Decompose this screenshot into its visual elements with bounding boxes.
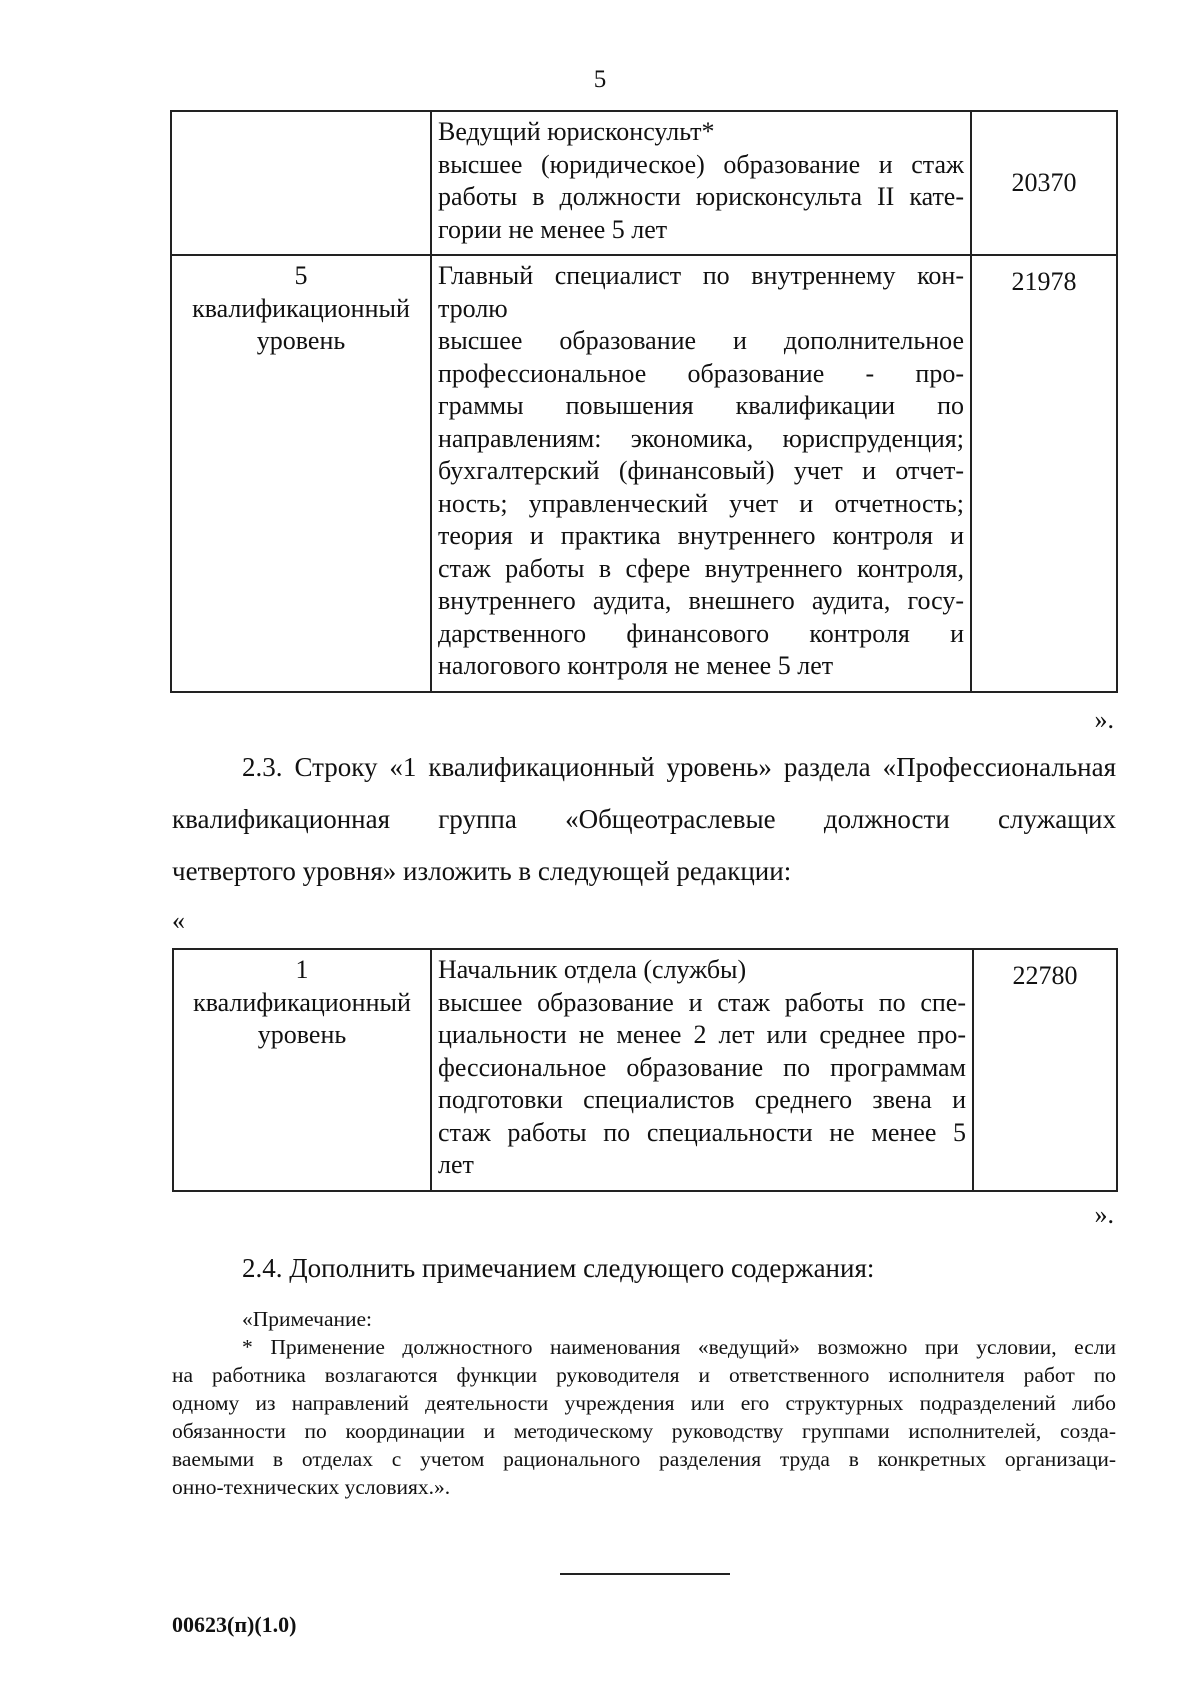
description-line: высшее образование и дополнительное: [438, 326, 964, 355]
level-label: квалификационный: [192, 293, 410, 323]
description-line: фессиональное образование по программам: [438, 1052, 966, 1082]
note-line: ваемыми в отделах с учетом рационального разделения труда в конкретных организаци-: [172, 1447, 1116, 1471]
opening-quote: «: [172, 906, 185, 935]
paragraph-2-3: [172, 752, 1116, 886]
salary-cell: [971, 111, 1117, 255]
description-line: Главный специалист по внутреннему кон-: [438, 261, 964, 290]
table-row: [173, 949, 1117, 1191]
position-description-cell: [431, 111, 971, 255]
description-line: дарственного финансового контроля и: [438, 618, 964, 648]
note-block: [172, 1305, 1116, 1501]
level-number: 5: [294, 261, 308, 290]
table-row: [171, 255, 1117, 692]
description-line: гории не менее 5 лет: [438, 214, 668, 244]
position-description-cell: [431, 255, 971, 692]
description-line: работы в должности юрисконсульта II кате-: [438, 182, 964, 211]
description-line: Начальник отдела (службы): [438, 955, 747, 984]
description-line: стаж работы в сфере внутреннего контроля,: [438, 553, 964, 583]
salary-table-1: [170, 110, 1118, 693]
document-code: 00623(п)(1.0): [172, 1612, 297, 1637]
paragraph-line: 2.3. Строку «1 квалификационный уровень» раздела «Профессиональная: [242, 752, 1116, 782]
description-line: теория и практика внутреннего контроля и: [438, 521, 964, 550]
note-line: на работника возлагаются функции руководителя и ответственного исполнителя работ по: [172, 1363, 1116, 1387]
level-label: квалификационный: [193, 987, 411, 1017]
salary-value: 20370: [1011, 167, 1077, 197]
level-label: уровень: [256, 326, 346, 355]
description-line: внутреннего аудита, внешнего аудита, госу-: [438, 586, 964, 615]
paragraph-2-4: [172, 1253, 1116, 1283]
description-line: ность; управленческий учет и отчетность;: [438, 488, 964, 518]
description-line: граммы повышения квалификации по: [438, 391, 964, 420]
qualification-level-cell: [171, 255, 431, 692]
salary-cell: [971, 255, 1117, 692]
note-line: одному из направлений деятельности учреждения или его структурных подразделений либо: [172, 1391, 1116, 1415]
salary-value: 21978: [1011, 267, 1077, 296]
table-row: [171, 111, 1117, 255]
description-line: стаж работы по специальности не менее 5: [438, 1117, 966, 1147]
level-label: уровень: [257, 1020, 347, 1049]
note-line: * Применение должностного наименования «ведущий» возможно при условии, если: [242, 1335, 1116, 1359]
description-line: подготовки специалистов среднего звена и: [438, 1085, 966, 1114]
salary-table-2: [172, 948, 1118, 1192]
level-number: 1: [295, 955, 309, 984]
position-description-cell: [431, 949, 973, 1191]
salary-cell: [973, 949, 1117, 1191]
paragraph-line: четвертого уровня» изложить в следующей редакции:: [172, 856, 792, 886]
description-line: высшее (юридическое) образование и стаж: [438, 149, 964, 179]
description-line: лет: [438, 1150, 474, 1179]
description-line: профессиональное образование - про-: [438, 358, 964, 388]
paragraph-line: 2.4. Дополнить примечанием следующего содержания:: [242, 1253, 875, 1283]
description-line: Ведущий юрисконсульт*: [438, 117, 715, 146]
page-number: 5: [593, 66, 607, 93]
note-line: обязанности по координации и методическому руководству группами исполнителей, созда-: [172, 1419, 1116, 1443]
description-line: бухгалтерский (финансовый) учет и отчет-: [438, 456, 964, 485]
closing-quote: ».: [1094, 1200, 1114, 1229]
note-title: «Примечание:: [242, 1307, 373, 1331]
paragraph-line: квалификационная группа «Общеотраслевые должности служащих: [172, 804, 1116, 834]
description-line: высшее образование и стаж работы по спе-: [438, 987, 966, 1017]
description-line: циальности не менее 2 лет или среднее про-: [438, 1020, 966, 1049]
description-line: тролю: [438, 293, 508, 323]
note-line: онно-технических условиях.».: [172, 1475, 451, 1499]
closing-quote: ».: [1094, 705, 1114, 734]
salary-value: 22780: [1012, 961, 1078, 990]
description-line: налогового контроля не менее 5 лет: [438, 651, 834, 680]
separator-line: [560, 1573, 730, 1575]
qualification-level-cell: [173, 949, 431, 1191]
description-line: направлениям: экономика, юриспруденция;: [438, 423, 964, 453]
qualification-level-cell: [171, 111, 431, 255]
